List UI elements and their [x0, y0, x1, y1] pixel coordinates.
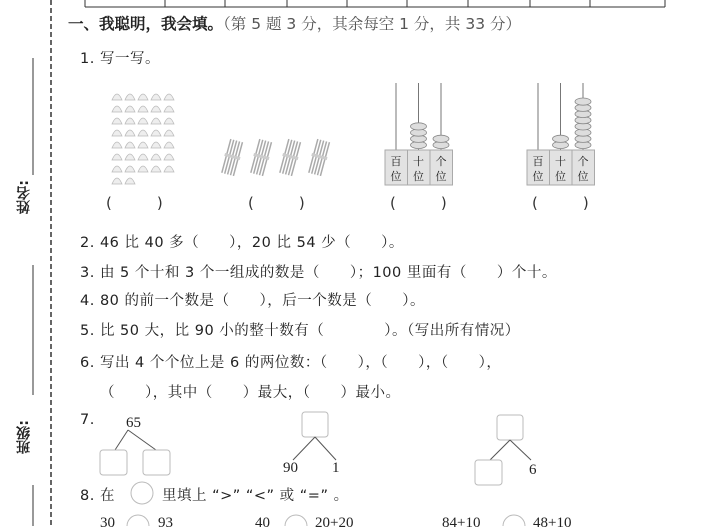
answer-paren-2[interactable]: ( )	[248, 194, 305, 212]
question-3: 3. 由 5 个十和 3 个一组成的数是（ ）；100 里面有（ ）个十。	[80, 265, 557, 281]
compare-2-right: 20+20	[315, 515, 354, 531]
section-heading: 一、我聪明，我会填。	[68, 15, 224, 33]
question-4: 4. 80 的前一个数是（ ），后一个数是（ ）。	[80, 293, 426, 309]
cup-icon	[151, 154, 161, 160]
abacus-bead	[553, 135, 569, 142]
cup-icon	[112, 130, 122, 136]
abacus-label: 个	[435, 155, 447, 168]
abacus-bead	[433, 135, 449, 142]
cup-icon	[151, 142, 161, 148]
cup-icon	[112, 106, 122, 112]
abacus-bead	[411, 123, 427, 130]
cup-icon	[138, 118, 148, 124]
cup-icon	[138, 154, 148, 160]
cup-icon	[164, 94, 174, 100]
cup-icon	[138, 94, 148, 100]
abacus-label: 位	[555, 170, 566, 183]
cup-icon	[164, 118, 174, 124]
answer-paren-1[interactable]: ( )	[106, 194, 163, 212]
cup-icon	[138, 130, 148, 136]
cup-icon	[125, 118, 135, 124]
compare-3-left: 84+10	[442, 515, 481, 531]
cup-icon	[125, 154, 135, 160]
stick-bundles-picture	[220, 139, 332, 177]
cup-icon	[112, 94, 122, 100]
cup-icon	[164, 166, 174, 172]
cup-icon	[112, 154, 122, 160]
cup-icon	[138, 142, 148, 148]
stick-bundle-icon	[249, 139, 274, 177]
question-7-label: 7.	[80, 412, 95, 428]
compare-1-left: 30	[100, 515, 115, 531]
compare-1-right: 93	[158, 515, 173, 531]
answer-paren-3[interactable]: ( )	[390, 194, 447, 212]
question-8-suffix: 里填上 “>” “<” 或 “=” 。	[162, 488, 349, 504]
abacus-2	[527, 83, 595, 185]
abacus-label: 位	[435, 170, 447, 183]
abacus-label: 位	[390, 170, 402, 183]
tree2-left: 90	[283, 460, 298, 476]
cup-icon	[112, 118, 122, 124]
cup-icon	[138, 106, 148, 112]
cup-icon	[112, 142, 122, 148]
question-8-prefix: 8. 在	[80, 488, 115, 504]
stick-bundle-icon	[307, 139, 332, 177]
cup-icon	[151, 166, 161, 172]
tree3-right: 6	[529, 462, 537, 478]
abacus-bead	[575, 98, 591, 105]
question-1: 1. 写一写。	[80, 51, 160, 67]
number-trees	[100, 412, 531, 485]
cups-picture	[112, 94, 174, 184]
cup-icon	[151, 106, 161, 112]
abacus-label: 百	[532, 155, 544, 168]
name-label: 姓名:	[16, 180, 32, 214]
abacus-label: 位	[577, 170, 589, 183]
cup-icon	[138, 166, 148, 172]
question-6-line-1: 6. 写出 4 个个位上是 6 的两位数：（ ），（ ），（ ），	[80, 355, 502, 371]
abacus-label: 位	[413, 170, 424, 183]
section-title	[68, 12, 521, 34]
question-2: 2. 46 比 40 多（ ），20 比 54 少（ ）。	[80, 235, 404, 251]
score-table	[85, 0, 665, 7]
tree1-top: 65	[126, 415, 141, 431]
cup-icon	[164, 130, 174, 136]
cup-icon	[125, 142, 135, 148]
cup-icon	[164, 106, 174, 112]
cup-icon	[125, 178, 135, 184]
abacus-1	[385, 83, 453, 185]
cup-icon	[125, 130, 135, 136]
abacus-label: 十	[413, 155, 424, 168]
cup-icon	[151, 94, 161, 100]
stick-bundle-icon	[278, 139, 303, 177]
cup-icon	[151, 118, 161, 124]
question-5: 5. 比 50 大，比 90 小的整十数有（ ）。（写出所有情况）	[80, 323, 520, 339]
abacus-label: 位	[532, 170, 544, 183]
cup-icon	[164, 154, 174, 160]
abacus-label: 十	[555, 155, 566, 168]
abacus-label: 百	[390, 155, 402, 168]
question-6-line-2: （ ），其中（ ）最大，（ ）最小。	[100, 385, 401, 401]
cup-icon	[112, 166, 122, 172]
cup-icon	[151, 130, 161, 136]
cup-icon	[125, 106, 135, 112]
abacus-label: 个	[577, 155, 589, 168]
cup-icon	[125, 166, 135, 172]
section-note: （第 5 题 3 分，其余每空 1 分，共 33 分）	[223, 15, 521, 33]
cup-icon	[164, 142, 174, 148]
compare-2-left: 40	[255, 515, 270, 531]
compare-3-right: 48+10	[533, 515, 572, 531]
answer-paren-4[interactable]: ( )	[532, 194, 589, 212]
class-label: 班级:	[16, 420, 32, 454]
stick-bundle-icon	[220, 139, 245, 177]
tree2-right: 1	[332, 460, 340, 476]
cup-icon	[125, 94, 135, 100]
cup-icon	[112, 178, 122, 184]
